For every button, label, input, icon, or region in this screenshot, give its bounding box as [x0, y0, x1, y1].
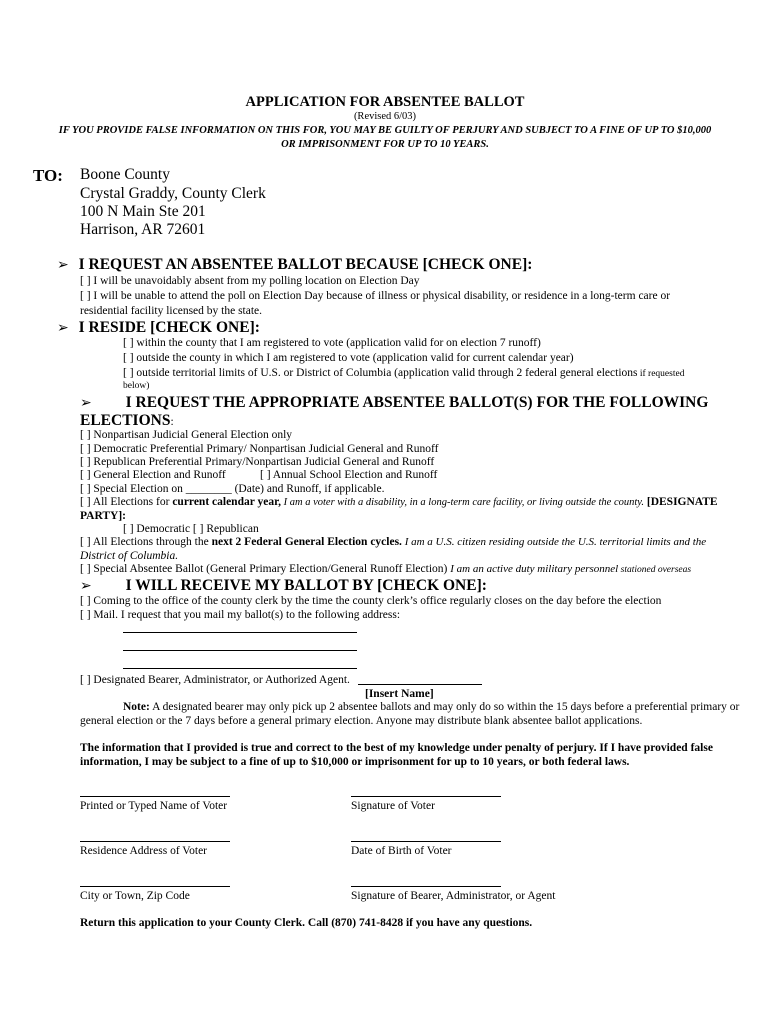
election-option-special[interactable]: [ ] Special Election on ________ (Date) and Runoff, if applicable.: [80, 483, 385, 495]
reside-option-outside-us-cont: below): [123, 381, 150, 391]
arrow-icon: ➢: [57, 321, 69, 336]
reside-option-outside-us-text: [ ] outside territorial limits of U.S. or District of Columbia (application valid through 2 federal general elections: [123, 367, 638, 379]
dob-label: Date of Birth of Voter: [351, 845, 452, 857]
reason-heading-text: I REQUEST AN ABSENTEE BALLOT BECAUSE [CHECK ONE]:: [78, 256, 533, 273]
arrow-icon: ➢: [80, 579, 92, 594]
election-option-general[interactable]: [ ] General Election and Runoff: [80, 469, 226, 481]
revision-date: (Revised 6/03): [353, 111, 417, 122]
mail-address-line-1[interactable]: [123, 632, 357, 633]
insert-name-label: [Insert Name]: [365, 688, 434, 700]
election-option-republican[interactable]: [ ] Republican Preferential Primary/Nonpartisan Judicial General and Runoff: [80, 456, 435, 468]
form-title: APPLICATION FOR ABSENTEE BALLOT: [245, 94, 525, 110]
note-text: A designated bearer may only pick up 2 absentee ballots and may only do so within the 15 days before a preferential primary or: [149, 701, 740, 713]
election-option-calendar-year[interactable]: [80, 496, 718, 508]
voter-signature-label: Signature of Voter: [351, 800, 435, 812]
mail-address-line-3[interactable]: [123, 668, 357, 669]
reside-heading: [57, 319, 260, 337]
calendar-year-prefix: [ ] All Elections for: [80, 496, 173, 508]
calendar-year-italic: I am a voter with a disability, in a long-term care facility, or living outside the county.: [281, 497, 644, 508]
city-zip-label: City or Town, Zip Code: [80, 890, 190, 902]
elections-heading-colon: :: [170, 416, 174, 428]
reason-option-illness-cont: residential facility licensed by the state.: [80, 305, 263, 317]
city-zip-line[interactable]: [80, 886, 230, 887]
elections-heading-word: ELECTIONS: [80, 412, 171, 429]
clerk-city: Harrison, AR 72601: [80, 221, 206, 238]
elections-heading-text: I REQUEST THE APPROPRIATE ABSENTEE BALLOT(S) FOR THE FOLLOWING: [125, 394, 709, 411]
federal-cycles-bold: next 2 Federal General Election cycles.: [211, 536, 402, 548]
clerk-name: Crystal Graddy, County Clerk: [80, 185, 266, 202]
reside-option-outside-us-note: if requested: [637, 369, 685, 379]
perjury-warning: [20, 124, 750, 152]
note-label: Note:: [123, 701, 150, 713]
residence-address-label: Residence Address of Voter: [80, 845, 208, 857]
bearer-note: [123, 701, 739, 713]
election-option-special-absentee[interactable]: [80, 563, 691, 575]
designate-party-label: [DESIGNATE: [644, 496, 718, 508]
affirmation-line1: The information that I provided is true and correct to the best of my knowledge under penalty of perjury. If I have provided false: [80, 742, 713, 754]
special-absentee-overseas: stationed overseas: [618, 565, 692, 575]
bearer-name-line[interactable]: [358, 684, 482, 685]
party-options[interactable]: [ ] Democratic [ ] Republican: [123, 523, 259, 535]
mail-address-line-2[interactable]: [123, 650, 357, 651]
receive-option-office[interactable]: [ ] Coming to the office of the county clerk by the time the county clerk’s office regularly closes on the day before the election: [80, 595, 662, 607]
clerk-county: Boone County: [80, 166, 170, 183]
election-option-democratic[interactable]: [ ] Democratic Preferential Primary/ Nonpartisan Judicial General and Runoff: [80, 443, 439, 455]
bearer-note-cont: general election or the 7 days before a general primary election. Anyone may distribute blank absentee ballot applications.: [80, 715, 643, 727]
dob-line[interactable]: [351, 841, 501, 842]
reside-option-within-county[interactable]: [ ] within the county that I am registered to vote (application valid for on election 7 runoff): [123, 337, 541, 349]
federal-cycles-italic: I am a U.S. citizen residing outside the U.S. territorial limits and the: [401, 536, 707, 548]
receive-heading: [80, 577, 487, 595]
reason-option-illness[interactable]: [ ] I will be unable to attend the poll on Election Day because of illness or physical disability, or residence in a long-term care or: [80, 290, 671, 302]
special-absentee-prefix: [ ] Special Absentee Ballot (General Primary Election/General Runoff Election): [80, 563, 451, 575]
designate-party-cont: PARTY]:: [80, 510, 127, 522]
reside-heading-text: I RESIDE [CHECK ONE]:: [78, 319, 260, 336]
printed-name-line[interactable]: [80, 796, 230, 797]
special-absentee-italic: I am an active duty military personnel: [450, 563, 619, 575]
bearer-signature-label: Signature of Bearer, Administrator, or Agent: [351, 890, 556, 902]
return-instructions: Return this application to your County Clerk. Call (870) 741-8428 if you have any questions.: [80, 917, 533, 929]
reside-option-outside-county[interactable]: [ ] outside the county in which I am registered to vote (application valid for current calendar year): [123, 352, 574, 364]
reside-option-outside-us[interactable]: [123, 367, 684, 379]
election-option-school[interactable]: [ ] Annual School Election and Runoff: [260, 469, 438, 481]
clerk-street: 100 N Main Ste 201: [80, 203, 206, 220]
federal-cycles-prefix: [ ] All Elections through the: [80, 536, 212, 548]
perjury-warning-line1: IF YOU PROVIDE FALSE INFORMATION ON THIS FOR, YOU MAY BE GUILTY OF PERJURY AND SUBJECT TO A FINE OF UP TO $10,000: [58, 125, 712, 136]
election-option-nonpartisan[interactable]: [ ] Nonpartisan Judicial General Election only: [80, 429, 293, 441]
receive-heading-text: I WILL RECEIVE MY BALLOT BY [CHECK ONE]:: [125, 577, 487, 594]
arrow-icon: ➢: [57, 258, 69, 273]
residence-address-line[interactable]: [80, 841, 230, 842]
bearer-signature-line[interactable]: [351, 886, 501, 887]
receive-option-mail[interactable]: [ ] Mail. I request that you mail my ballot(s) to the following address:: [80, 609, 401, 621]
voter-signature-line[interactable]: [351, 796, 501, 797]
arrow-icon: ➢: [80, 396, 92, 411]
reason-option-absent[interactable]: [ ] I will be unavoidably absent from my polling location on Election Day: [80, 275, 420, 287]
elections-heading: [80, 394, 708, 412]
to-label: TO:: [33, 166, 63, 185]
reason-heading: [57, 256, 532, 274]
receive-option-bearer[interactable]: [ ] Designated Bearer, Administrator, or Authorized Agent.: [80, 674, 350, 686]
printed-name-label: Printed or Typed Name of Voter: [80, 800, 228, 812]
federal-cycles-cont: District of Columbia.: [80, 550, 179, 562]
election-option-federal-cycles[interactable]: [80, 536, 706, 548]
perjury-warning-line2: OR IMPRISONMENT FOR UP TO 10 YEARS.: [281, 139, 489, 150]
affirmation-line2: information, I may be subject to a fine of up to $10,000 or imprisonment for up to 10 years, or both federal laws.: [80, 756, 630, 768]
elections-heading-cont: [80, 412, 174, 430]
calendar-year-bold: current calendar year,: [172, 496, 282, 508]
